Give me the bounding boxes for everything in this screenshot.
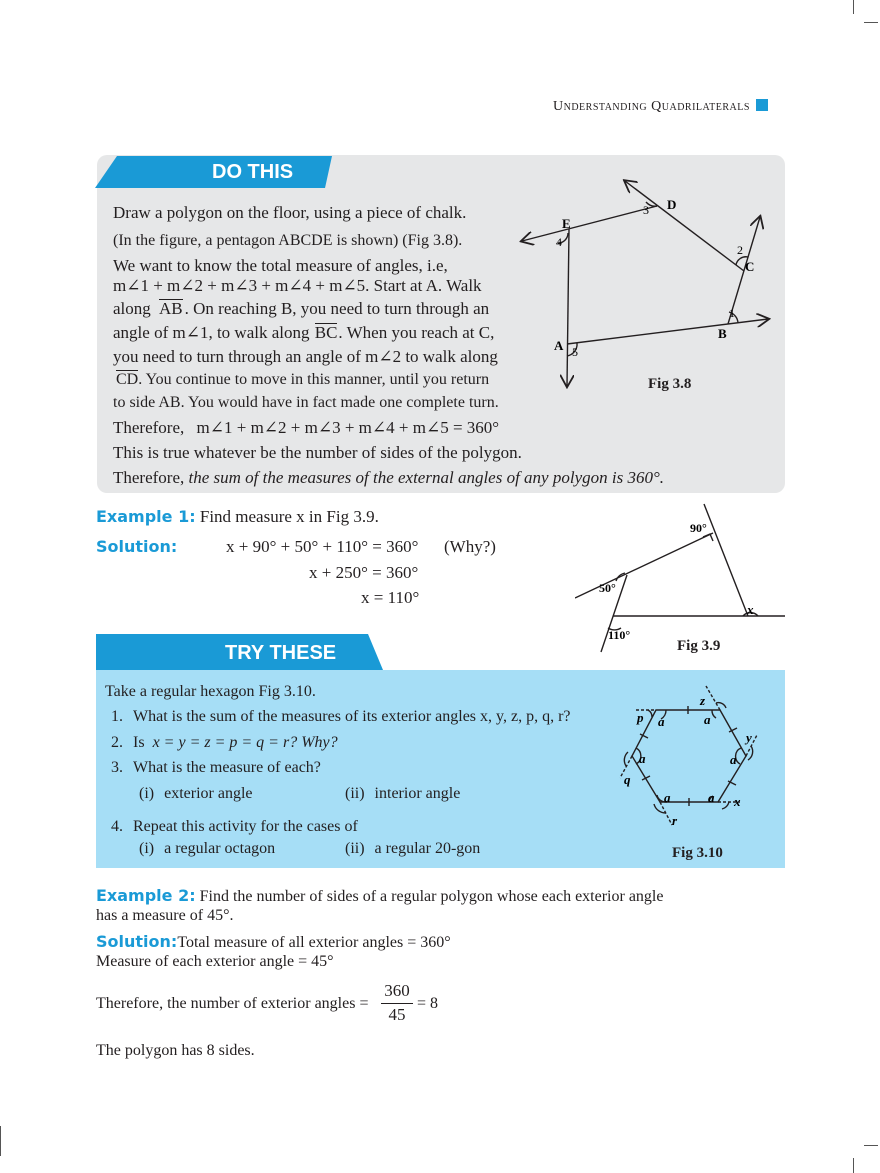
fig-3-8-caption: Fig 3.8 [648,376,692,392]
fig-3-8-pentagon [510,175,780,395]
text: Is [133,734,145,751]
angle-1: 1 [729,306,735,320]
crop-mark [0,1126,1,1156]
text: x = y = z = p = q = r? Why? [152,734,338,751]
text: Therefore, [113,468,185,487]
hex-label-x: x [734,794,741,809]
crop-mark [853,0,854,14]
solution-2-conclusion: The polygon has 8 sides. [96,1042,255,1059]
text: a regular 20-gon [374,840,481,857]
text: a regular octagon [164,840,276,857]
example-2 [96,886,663,906]
example-1-question: Find measure x in Fig 3.9. [199,507,379,526]
solution-1-label: Solution: [96,537,178,556]
example-1 [96,507,379,527]
do-this-line: Draw a polygon on the floor, using a piece of chalk. [113,203,467,222]
hex-label-z: z [700,693,706,708]
angle-90: 90° [690,521,707,535]
do-this-line [113,370,489,389]
segment-cd: CD [116,371,139,388]
crop-mark [864,22,878,23]
angle-5: 5 [572,345,578,359]
hex-label-a: a [639,751,646,766]
conclusion: the sum of the measures of the external angles of any polygon is 360°. [188,468,665,487]
do-this-line: We want to know the total measure of angles, i.e, [113,256,448,275]
number: 1. [111,708,123,725]
number: 4. [111,818,123,835]
angle-3: 3 [643,203,649,217]
do-this-line: This is true whatever be the number of sides of the polygon. [113,443,522,462]
do-this-title: DO THIS [212,161,294,183]
hex-label-q: q [624,772,631,787]
number: 2. [111,734,123,751]
try-question-3-part-ii [345,785,460,803]
segment-bc: BC [314,323,338,342]
fig-3-10-caption: Fig 3.10 [672,845,723,861]
why-note: (Why?) [444,537,496,556]
label-e: E [562,216,571,231]
running-header [553,99,768,115]
number: (ii) [345,840,365,857]
text: exterior angle [164,785,253,802]
example-2-question: Find the number of sides of a regular polygon whose each exterior angle [199,888,664,905]
solution-2 [96,932,451,952]
hex-label-y: y [746,730,752,745]
solution-1-step-2: x + 250° = 360° [309,563,419,582]
solution-2-step-3: Therefore, the number of exterior angles = [96,995,369,1012]
angle-x: x [747,602,754,617]
segment-ab: AB [159,299,183,318]
hex-label-p: p [637,710,644,725]
crop-mark [864,1145,878,1146]
fraction-result: = 8 [417,995,439,1012]
fig-3-9-caption: Fig 3.9 [677,638,721,654]
fraction-denominator: 45 [388,1005,406,1024]
hex-label-a: a [664,790,671,805]
hex-label-a: a [658,714,665,729]
text: angle of m∠1, to walk along [113,323,310,342]
text: . On reaching B, you need to turn through an [184,299,490,318]
fraction-bar [381,1003,413,1004]
try-question-4-part-i [139,840,275,858]
solution-1-step-1: x + 90° + 50° + 110° = 360° [226,537,419,556]
try-these-title: TRY THESE [225,642,337,664]
text: Repeat this activity for the cases of [133,818,358,835]
number: (i) [139,840,155,857]
number: (ii) [345,785,365,802]
crop-mark [853,1158,854,1173]
text: interior angle [374,785,461,802]
angle-110: 110° [608,628,631,642]
example-2-label: Example 2: [96,886,196,905]
example-2-question-cont: has a measure of 45°. [96,907,234,924]
try-intro: Take a regular hexagon Fig 3.10. [105,683,316,700]
text: . When you reach at C, [338,323,495,342]
do-this-line: (In the figure, a pentagon ABCDE is shown) (Fig 3.8). [113,232,463,249]
label-d: D [667,197,677,212]
number: (i) [139,785,155,802]
text: along [113,299,151,318]
solution-2-step-1: Total measure of all exterior angles = 360° [177,934,451,951]
try-question-4-part-ii [345,840,480,858]
hex-label-a: a [730,752,737,767]
solution-2-step-2: Measure of each exterior angle = 45° [96,953,334,970]
fig-3-9-quadrilateral [575,500,785,660]
try-question-2 [111,734,338,752]
do-this-line: you need to turn through an angle of m∠2 to walk along [113,347,498,366]
angle-4: 4 [556,235,562,249]
fig-3-10-hexagon [610,680,780,840]
try-question-1 [111,708,571,726]
text: Therefore, [113,418,185,437]
hex-label-r: r [672,813,678,828]
solution-2-label: Solution: [96,932,178,951]
label-c: C [745,259,755,274]
header-title: Understanding Quadrilaterals [553,99,750,114]
do-this-line [113,299,489,319]
equation: m∠1 + m∠2 + m∠3 + m∠4 + m∠5 = 360° [196,418,500,437]
do-this-line: to side AB. You would have in fact made one complete turn. [113,394,499,411]
text: What is the sum of the measures of its exterior angles x, y, z, p, q, r? [133,708,571,725]
label-b: B [718,326,727,341]
do-this-line [113,468,664,488]
do-this-line: m∠1 + m∠2 + m∠3 + m∠4 + m∠5. Start at A. Walk [113,276,482,295]
hex-label-a: a [704,712,711,727]
example-1-label: Example 1: [96,507,196,526]
label-a: A [554,338,564,353]
solution-1-label-row [96,537,177,557]
try-question-4 [111,818,358,836]
angle-2: 2 [737,243,743,257]
try-question-3 [111,759,321,777]
solution-1-step-3: x = 110° [361,588,420,607]
number: 3. [111,759,123,776]
header-square-icon [756,99,768,111]
try-question-3-part-i [139,785,253,803]
text: What is the measure of each? [133,759,321,776]
do-this-line [113,418,499,438]
do-this-line [113,323,494,343]
hex-label-a: a [708,790,715,805]
angle-50: 50° [599,581,616,595]
fraction-numerator: 360 [384,981,410,1000]
text: . You continue to move in this manner, until you return [138,371,490,388]
